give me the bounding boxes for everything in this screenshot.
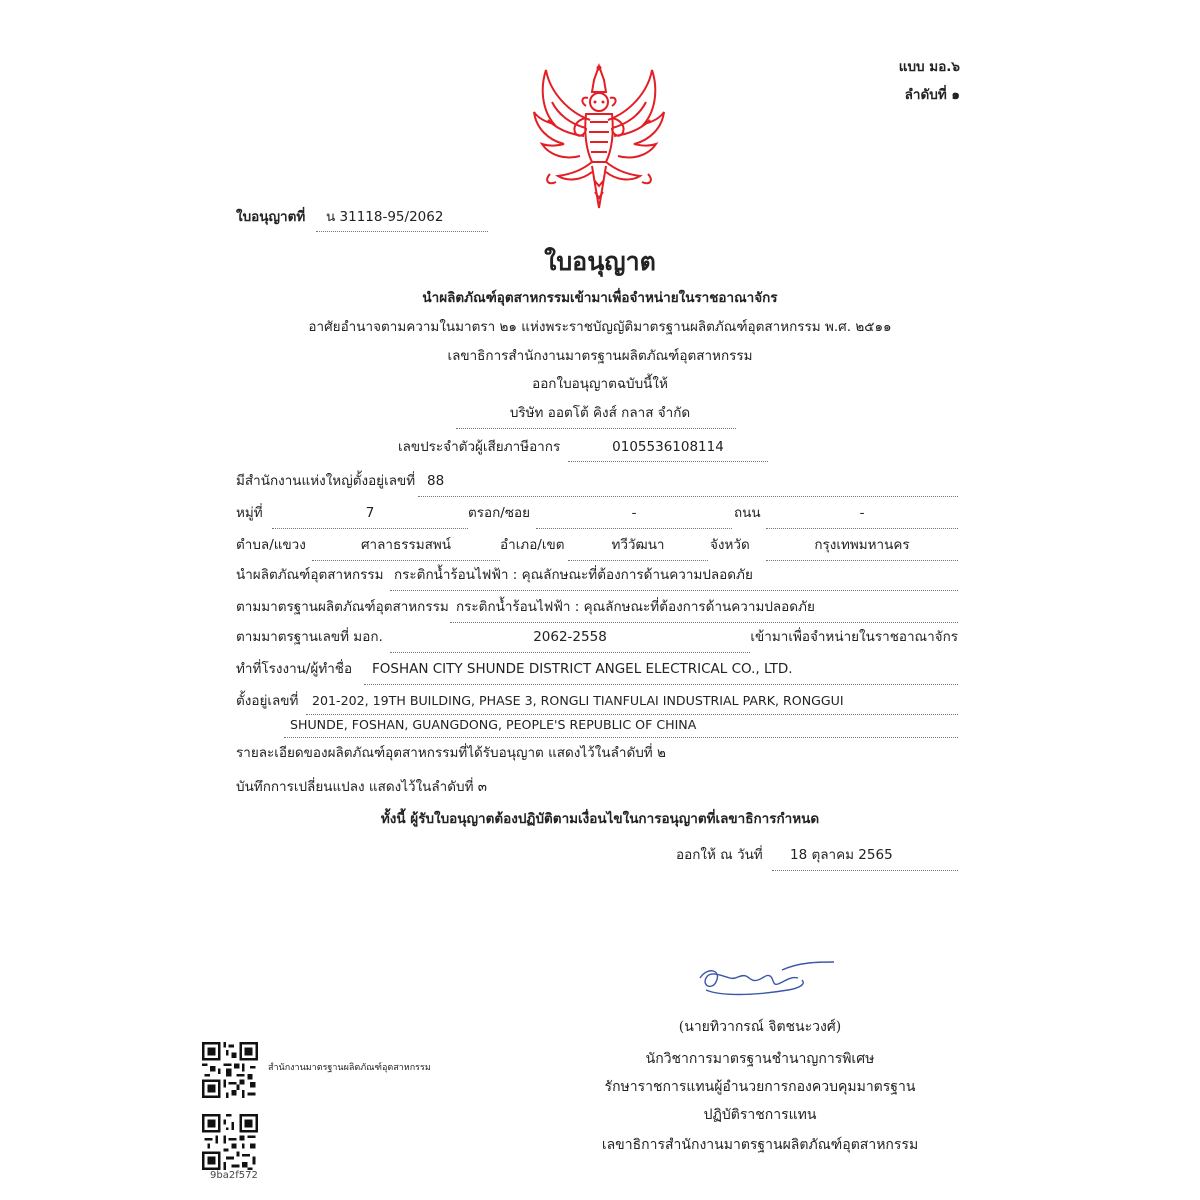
product-value: กระติกน้ำร้อนไฟฟ้า : คุณลักษณะที่ต้องการด้านความปลอดภัย <box>394 567 753 583</box>
qr-caption: สำนักงานมาตรฐานผลิตภัณฑ์อุตสาหกรรม <box>268 1063 431 1073</box>
license-number-value: น 31118-95/2062 <box>326 209 444 225</box>
manufacturer-line <box>364 684 958 685</box>
amphoe-value: ทวีวัฒนา <box>611 537 665 553</box>
standard-number-suffix: เข้ามาเพื่อจำหน่ายในราชอาณาจักร <box>750 629 958 645</box>
company-name-line <box>456 428 736 429</box>
authority-line-3: ออกใบอนุญาตฉบับนี้ให้ <box>532 376 668 392</box>
hq-address-label: มีสำนักงานแห่งใหญ่ตั้งอยู่เลขที่ <box>236 473 416 489</box>
company-name: บริษัท ออตโต้ คิงส์ กลาส จำกัด <box>509 405 691 421</box>
amphoe-label: อำเภอ/เขต <box>500 537 565 553</box>
standard-value: กระติกน้ำร้อนไฟฟ้า : คุณลักษณะที่ต้องการด้านความปลอดภัย <box>456 599 815 615</box>
hq-address-line <box>418 496 958 497</box>
factory-address-rule-1 <box>306 714 958 715</box>
condition-note: ทั้งนี้ ผู้รับใบอนุญาตต้องปฏิบัติตามเงื่อนไขในการอนุญาตที่เลขาธิการกำหนด <box>380 811 820 827</box>
qr-code-icon <box>202 1114 258 1170</box>
document-title: ใบอนุญาต <box>544 247 656 276</box>
tambon-value: ศาลาธรรมสพน์ <box>360 537 451 553</box>
form-code: แบบ มอ.๖ <box>898 59 960 75</box>
tax-id-value: 0105536108114 <box>612 439 724 455</box>
hq-address-value: 88 <box>427 473 445 489</box>
signatory-name: (นายทิวากรณ์ จิตชนะวงศ์) <box>678 1019 842 1035</box>
authority-line-2: เลขาธิการสำนักงานมาตรฐานผลิตภัณฑ์อุตสาหกรรม <box>447 348 753 364</box>
soi-label: ตรอก/ซอย <box>468 505 531 521</box>
factory-address-rule-2 <box>284 737 958 738</box>
moo-value: 7 <box>365 505 375 521</box>
standard-line <box>450 622 958 623</box>
details-note: รายละเอียดของผลิตภัณฑ์อุตสาหกรรมที่ได้รับอนุญาต แสดงไว้ในลำดับที่ ๒ <box>236 745 666 761</box>
signatory-title-3: ปฏิบัติราชการแทน <box>703 1107 817 1123</box>
soi-value: - <box>631 505 637 521</box>
signature <box>692 956 842 1004</box>
road-value: - <box>859 505 865 521</box>
product-label: นำผลิตภัณฑ์อุตสาหกรรม <box>236 567 384 583</box>
factory-address-line-1: 201-202, 19TH BUILDING, PHASE 3, RONGLI TIANFULAI INDUSTRIAL PARK, RONGGUI <box>312 693 844 708</box>
issue-date-value: 18 ตุลาคม 2565 <box>790 847 893 863</box>
amphoe-line <box>568 560 708 561</box>
standard-number-line <box>390 652 750 653</box>
province-label: จังหวัด <box>710 537 750 553</box>
product-line <box>390 590 958 591</box>
manufacturer-value: FOSHAN CITY SHUNDE DISTRICT ANGEL ELECTRICAL CO., LTD. <box>372 661 793 677</box>
road-label: ถนน <box>734 505 761 521</box>
province-value: กรุงเทพมหานคร <box>814 537 910 553</box>
license-number-line <box>316 231 488 232</box>
sequence-number: ลำดับที่ ๑ <box>904 87 960 103</box>
signatory-title-2: รักษาราชการแทนผู้อำนวยการกองควบคุมมาตรฐาน <box>604 1079 916 1095</box>
tax-id-line <box>568 461 768 462</box>
province-line <box>766 560 958 561</box>
moo-label: หมู่ที่ <box>236 505 263 521</box>
standard-number-label: ตามมาตรฐานเลขที่ มอก. <box>236 629 383 645</box>
tambon-line <box>312 560 500 561</box>
changes-note: บันทึกการเปลี่ยนแปลง แสดงไว้ในลำดับที่ ๓ <box>236 779 487 795</box>
tambon-label: ตำบล/แขวง <box>236 537 306 553</box>
manufacturer-label: ทำที่โรงงาน/ผู้ทำชื่อ <box>236 661 353 677</box>
signatory-title-1: นักวิชาการมาตรฐานชำนาญการพิเศษ <box>645 1051 875 1067</box>
issue-date-label: ออกให้ ณ วันที่ <box>676 847 763 863</box>
factory-address-label: ตั้งอยู่เลขที่ <box>236 693 299 709</box>
tax-id-label: เลขประจำตัวผู้เสียภาษีอากร <box>398 439 561 455</box>
license-number-label: ใบอนุญาตที่ <box>236 209 306 225</box>
document-subtitle: นำผลิตภัณฑ์อุตสาหกรรมเข้ามาเพื่อจำหน่ายในราชอาณาจักร <box>422 290 778 306</box>
soi-line <box>536 528 732 529</box>
issue-date-line <box>772 870 958 871</box>
standard-number-value: 2062-2558 <box>533 629 607 645</box>
garuda-emblem <box>528 62 670 212</box>
factory-address-line-2: SHUNDE, FOSHAN, GUANGDONG, PEOPLE'S REPUBLIC OF CHINA <box>290 717 697 732</box>
qr-code-icon <box>202 1042 258 1098</box>
standard-label: ตามมาตรฐานผลิตภัณฑ์อุตสาหกรรม <box>236 599 449 615</box>
authority-line-1: อาศัยอำนาจตามความในมาตรา ๒๑ แห่งพระราชบัญญัติมาตรฐานผลิตภัณฑ์อุตสาหกรรม พ.ศ. ๒๕๑๑ <box>308 319 892 335</box>
signatory-title-4: เลขาธิการสำนักงานมาตรฐานผลิตภัณฑ์อุตสาหกรรม <box>601 1137 919 1153</box>
moo-line <box>272 528 468 529</box>
road-line <box>766 528 958 529</box>
document-code: 9ba2f572 <box>210 1170 258 1181</box>
